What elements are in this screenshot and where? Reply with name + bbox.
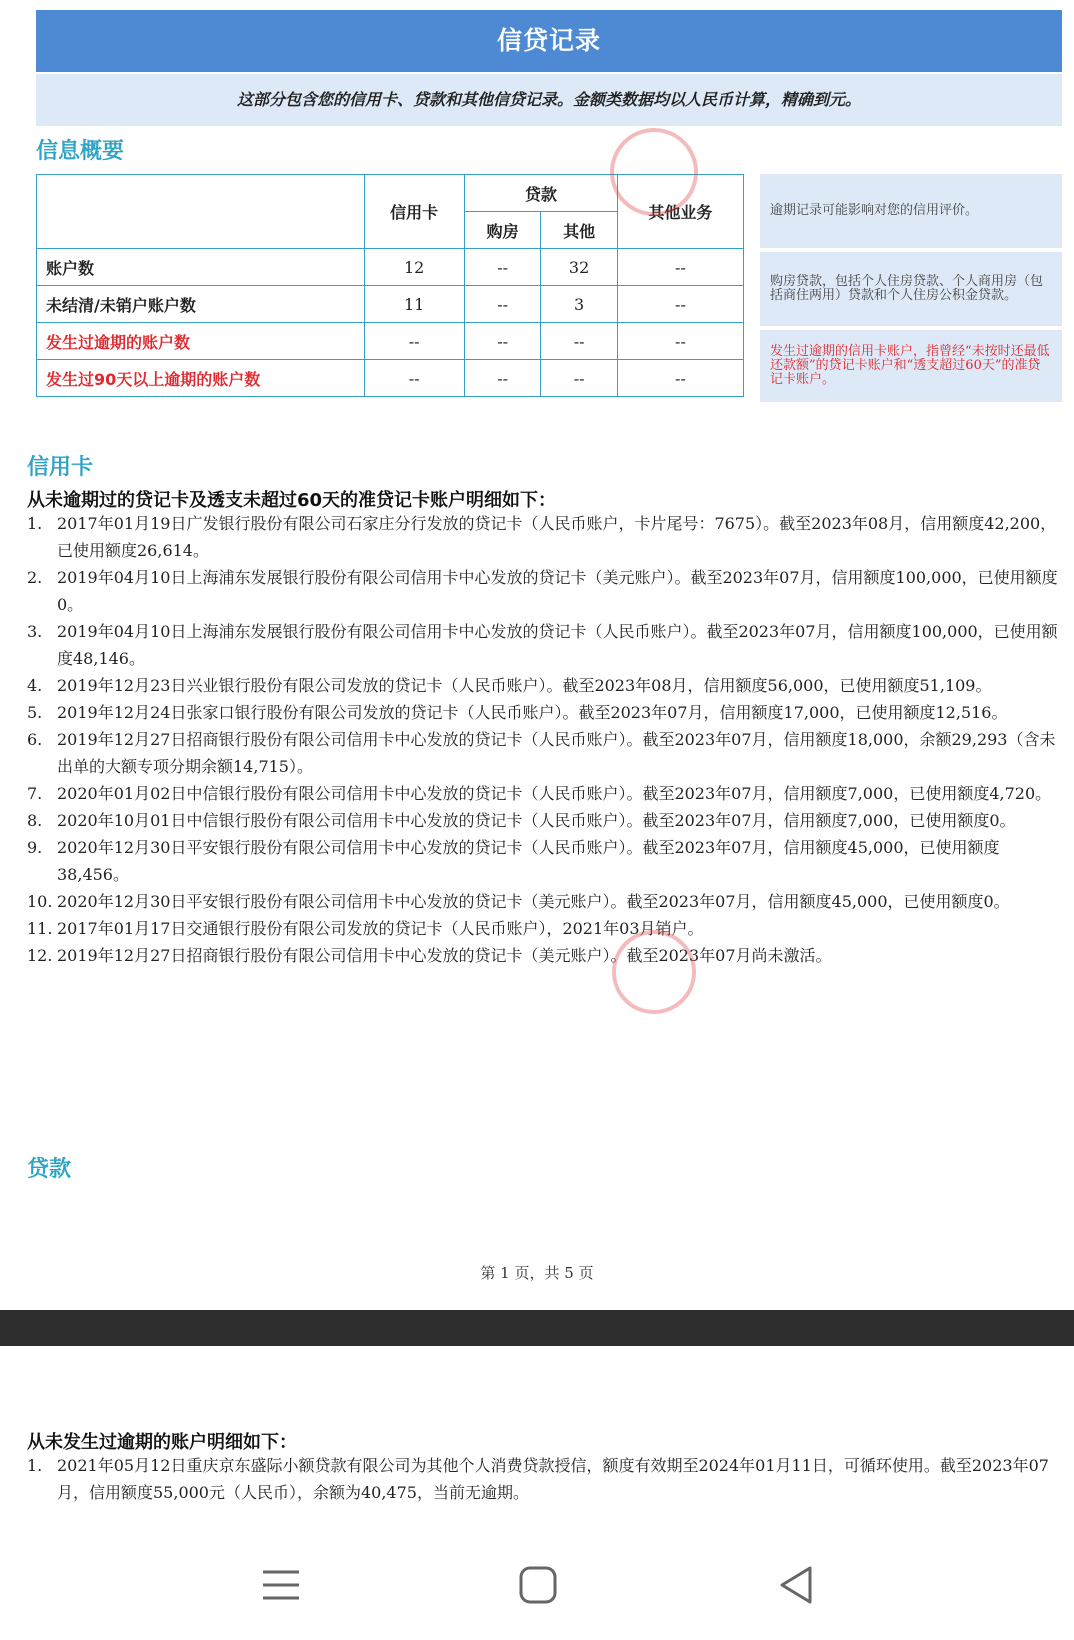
col-other-business: 其他业务: [617, 175, 743, 249]
table-row: [37, 323, 744, 360]
loan-heading: 贷款: [27, 1157, 72, 1182]
back-button[interactable]: [760, 1550, 830, 1620]
cell-credit: --: [364, 323, 464, 360]
table-row: [37, 249, 744, 286]
home-icon: [503, 1550, 573, 1620]
list-item: 11. 2017年01月17日交通银行股份有限公司发放的贷记卡（人民币账户），2021年03月销户。: [27, 919, 704, 938]
overview-heading: 信息概要: [36, 139, 125, 164]
cell-housing: --: [464, 360, 541, 397]
list-item: 6. 2019年12月27日招商银行股份有限公司信用卡中心发放的贷记卡（人民币账户）。截至2023年07月，信用额度18,000，余额29,293（含未出单的大额专项分期余额14,715）。: [27, 730, 1056, 776]
row-label: 未结清/未销户账户数: [37, 286, 365, 323]
list-item: 7. 2020年01月02日中信银行股份有限公司信用卡中心发放的贷记卡（人民币账户）。截至2023年07月，信用额度7,000，已使用额度4,720。: [27, 784, 1052, 803]
list-item: 5. 2019年12月24日张家口银行股份有限公司发放的贷记卡（人民币账户）。截至2023年07月，信用额度17,000，已使用额度12,516。: [27, 703, 1008, 722]
col-loan: 贷款: [464, 175, 617, 212]
credit-card-list: [27, 510, 1067, 969]
list-item: 12. 2019年12月27日招商银行股份有限公司信用卡中心发放的贷记卡（美元账户）。截至2023年07月尚未激活。: [27, 946, 832, 965]
cell-other: --: [541, 323, 618, 360]
note-housing-loan: 购房贷款，包括个人住房贷款、个人商用房（包括商住两用）贷款和个人住房公积金贷款。: [760, 252, 1062, 326]
row-label: 账户数: [37, 249, 365, 286]
cell-business: --: [617, 286, 743, 323]
overview-table: [36, 174, 744, 397]
cell-other: 32: [541, 249, 618, 286]
table-row: [37, 360, 744, 397]
table-row: [37, 286, 744, 323]
loan-subheading: 从未发生过逾期的账户明细如下：: [27, 1432, 297, 1453]
list-item: 2. 2019年04月10日上海浦东发展银行股份有限公司信用卡中心发放的贷记卡（美元账户）。截至2023年07月，信用额度100,000，已使用额度0。: [27, 568, 1058, 614]
cell-housing: --: [464, 249, 541, 286]
cell-housing: --: [464, 286, 541, 323]
col-credit-card: 信用卡: [364, 175, 464, 249]
row-label: 发生过90天以上逾期的账户数: [37, 360, 365, 397]
loan-list: [27, 1452, 1067, 1506]
col-other: 其他: [541, 212, 618, 249]
note-overdue-definition: 发生过逾期的信用卡账户，指曾经“未按时还最低还款额”的贷记卡账户和“透支超过60天”的准贷记卡账户。: [760, 330, 1062, 402]
table-corner: [37, 175, 365, 249]
note-overdue-impact: 逾期记录可能影响对您的信用评价。: [760, 174, 1062, 248]
list-item: 3. 2019年04月10日上海浦东发展银行股份有限公司信用卡中心发放的贷记卡（人民币账户）。截至2023年07月，信用额度100,000，已使用额度48,146。: [27, 622, 1058, 668]
cell-housing: --: [464, 323, 541, 360]
menu-icon: [246, 1550, 316, 1620]
cell-other: --: [541, 360, 618, 397]
list-item: 10. 2020年12月30日平安银行股份有限公司信用卡中心发放的贷记卡（美元账户）。截至2023年07月，信用额度45,000，已使用额度0。: [27, 892, 1010, 911]
credit-card-subheading: 从未逾期过的贷记卡及透支未超过60天的准贷记卡账户明细如下：: [27, 490, 557, 511]
col-housing: 购房: [464, 212, 541, 249]
cell-business: --: [617, 249, 743, 286]
row-label: 发生过逾期的账户数: [37, 323, 365, 360]
list-item: 4. 2019年12月23日兴业银行股份有限公司发放的贷记卡（人民币账户）。截至2023年08月，信用额度56,000，已使用额度51,109。: [27, 676, 992, 695]
back-icon: [760, 1550, 830, 1620]
cell-business: --: [617, 323, 743, 360]
list-item: 9. 2020年12月30日平安银行股份有限公司信用卡中心发放的贷记卡（人民币账户）。截至2023年07月，信用额度45,000，已使用额度38,456。: [27, 838, 1000, 884]
section-title-bar: 信贷记录: [36, 10, 1062, 72]
credit-card-heading: 信用卡: [27, 455, 94, 480]
list-item: 1. 2021年05月12日重庆京东盛际小额贷款有限公司为其他个人消费贷款授信，额度有效期至2024年01月11日，可循环使用。截至2023年07月，信用额度55,000元（人民币），余额为40,475，当前无逾期。: [27, 1456, 1049, 1502]
cell-credit: --: [364, 360, 464, 397]
list-item: 8. 2020年10月01日中信银行股份有限公司信用卡中心发放的贷记卡（人民币账户）。截至2023年07月，信用额度7,000，已使用额度0。: [27, 811, 1016, 830]
page-divider: [0, 1310, 1074, 1346]
section-description: 这部分包含您的信用卡、贷款和其他信贷记录。金额类数据均以人民币计算，精确到元。: [36, 74, 1062, 126]
page-indicator: 第 1 页，共 5 页: [480, 1264, 594, 1282]
cell-business: --: [617, 360, 743, 397]
cell-other: 3: [541, 286, 618, 323]
cell-credit: 12: [364, 249, 464, 286]
list-item: 1. 2017年01月19日广发银行股份有限公司石家庄分行发放的贷记卡（人民币账户，卡片尾号：7675）。截至2023年08月，信用额度42,200，已使用额度26,614。: [27, 514, 1057, 560]
menu-button[interactable]: [246, 1550, 316, 1620]
cell-credit: 11: [364, 286, 464, 323]
home-button[interactable]: [503, 1550, 573, 1620]
